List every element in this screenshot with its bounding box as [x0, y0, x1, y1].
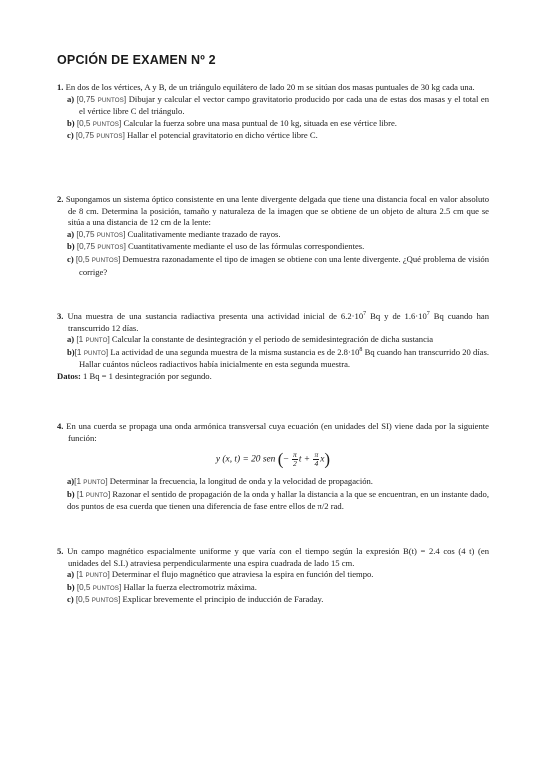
points-badge: [0,75 PUNTOS] [75, 131, 125, 141]
part-text: Determinar la frecuencia, la longitud de onda y la velocidad de propagación. [109, 476, 373, 487]
part-label: b) [67, 488, 75, 499]
part-text: Dibujar y calcular el vector campo gravitatorio producido por cada una de estas dos masas y el total en el vértice libre C del triángulo. [79, 93, 489, 117]
points-badge: [0,5 PUNTOS] [76, 118, 122, 128]
question-1-part-b [57, 118, 489, 131]
data-text: 1 Bq = 1 desintegración por segundo. [83, 370, 212, 381]
part-text: Explicar brevemente el principio de inducción de Faraday. [122, 594, 324, 605]
question-5-part-a [57, 569, 489, 582]
question-number: 2. [57, 194, 64, 204]
equation-minus: − [283, 454, 289, 465]
data-label: Datos: [57, 370, 81, 381]
points-badge: [0,5 PUNTOS] [76, 582, 122, 592]
question-1-part-c [57, 130, 489, 143]
part-text: La actividad de una segunda muestra de la misma sustancia es de 2.8·10 [110, 346, 360, 357]
question-5-part-b [57, 582, 489, 595]
question-2 [57, 194, 489, 278]
fraction-pi-over-4: $\frac{\pi}{4}$ [314, 450, 319, 469]
part-label: b) [67, 581, 75, 592]
exponent: 7 [363, 311, 367, 318]
question-text: En una cuerda se propaga una onda armónica transversal cuya ecuación (en unidades del SI) viene dada por la siguiente función: [66, 421, 489, 443]
part-label: c) [67, 253, 74, 264]
close-paren: ) [324, 449, 331, 469]
question-number: 3. [57, 311, 64, 321]
part-label: b) [67, 117, 75, 128]
points-badge: [1 PUNTO] [74, 477, 108, 487]
part-text: Hallar el potencial gravitatorio en dicho vértice libre C. [127, 130, 318, 141]
part-label: b) [67, 241, 75, 252]
part-label: a) [67, 334, 75, 345]
fraction-pi-over-2: $\frac{\pi}{2}$ [293, 450, 297, 469]
question-3-part-a [57, 334, 489, 347]
points-badge: [0,75 PUNTOS] [76, 242, 126, 252]
part-label: a) [67, 228, 75, 239]
question-number: 4. [57, 421, 64, 431]
exponent: 7 [426, 311, 430, 318]
points-badge: [0,5 PUNTOS] [75, 595, 121, 605]
points-badge: [1 PUNTO] [76, 335, 110, 345]
question-text: Bq y de 1.6·10 [366, 311, 427, 321]
part-text: Hallar la fuerza electromotriz máxima. [123, 581, 257, 592]
open-paren: ( [277, 449, 284, 469]
exam-option-title: OPCIÓN DE EXAMEN Nº 2 [57, 53, 216, 67]
question-3 [57, 311, 489, 383]
part-text: Bq cuando han transcurrido 20 días. Hallar cuántos núcleos radiactivos había inicialmente en esta segunda muestra. [79, 346, 489, 370]
question-2-part-a [57, 229, 489, 242]
equation-lhs: y (x, t) = 20 sen [215, 454, 276, 465]
points-badge: [1 PUNTO] [74, 347, 109, 357]
points-badge: [1 PUNTO] [76, 489, 111, 499]
equation-term: x [320, 454, 325, 465]
question-2-stem [57, 194, 489, 229]
question-3-stem [57, 311, 489, 334]
part-text: Demuestra razonadamente el tipo de imagen se obtiene con una lente divergente. ¿Qué problema de visión corrige? [79, 253, 489, 277]
question-number: 1. [57, 82, 64, 92]
question-1-part-a [57, 94, 489, 118]
part-label: b) [67, 346, 75, 357]
question-1 [57, 82, 489, 143]
question-text: Un campo magnético espacialmente uniforme y que varía con el tiempo según la expresión B(t) = 2.4 cos (4 t) (en unidades del S.I.) atraviesa perpendicularmente una espira cuadrada de lado 15 cm. [67, 546, 489, 568]
question-4-part-a [57, 476, 489, 489]
question-4-stem [57, 421, 489, 444]
part-text: Determinar el flujo magnético que atraviesa la espira en función del tiempo. [111, 569, 374, 580]
question-2-part-c [57, 254, 489, 278]
question-text: Bq cuando han transcurrido 12 días. [68, 311, 490, 333]
question-2-part-b [57, 241, 489, 254]
part-label: c) [67, 130, 74, 141]
question-number: 5. [57, 546, 64, 556]
part-label: a) [67, 569, 75, 580]
part-text: Cuantitativamente mediante el uso de las fórmulas correspondientes. [128, 241, 365, 252]
part-text: Razonar el sentido de propagación de la onda y hallar la distancia a la que se encuentran, en un instante dado, dos puntos de esa cuerda que tienen una diferencia de fase entre ellos de π/2 rad. [67, 488, 489, 512]
points-badge: [0,75 PUNTOS] [76, 229, 126, 239]
question-text: Una muestra de una sustancia radiactiva presenta una actividad inicial de 6.2·10 [67, 311, 364, 321]
exponent: 8 [359, 346, 363, 353]
question-5-part-c [57, 594, 489, 607]
question-4-part-b [57, 489, 489, 513]
equation-term: t + [298, 454, 311, 465]
wave-equation [57, 451, 489, 468]
question-text: En dos de los vértices, A y B, de un triángulo equilátero de lado 20 m se sitúan dos masas puntuales de 30 kg cada una. [65, 82, 475, 92]
question-5 [57, 546, 489, 607]
points-badge: [0,5 PUNTOS] [75, 254, 121, 264]
part-text: Cualitativamente mediante trazado de rayos. [127, 228, 281, 239]
points-badge: [1 PUNTO] [76, 570, 110, 580]
part-label: a) [67, 476, 75, 487]
points-badge: [0,75 PUNTOS] [76, 94, 127, 104]
question-3-part-b [57, 347, 489, 371]
part-label: c) [67, 594, 74, 605]
question-3-data [57, 371, 489, 383]
question-5-stem [57, 546, 489, 569]
question-4 [57, 421, 489, 513]
question-1-stem [57, 82, 489, 94]
question-text: Supongamos un sistema óptico consistente en una lente divergente delgada que tiene una distancia focal en valor absoluto de 8 cm. Determina la posición, tamaño y naturaleza de la imagen que se obtiene de un objeto de altura 2.5 cm que se sitúa a una distancia de 12 cm de la lente: [65, 194, 489, 228]
part-text: Calcular la constante de desintegración y el periodo de semidesintegración de dicha sustancia [111, 334, 434, 345]
part-label: a) [67, 93, 75, 104]
part-text: Calcular la fuerza sobre una masa puntual de 10 kg, situada en ese vértice libre. [123, 117, 397, 128]
